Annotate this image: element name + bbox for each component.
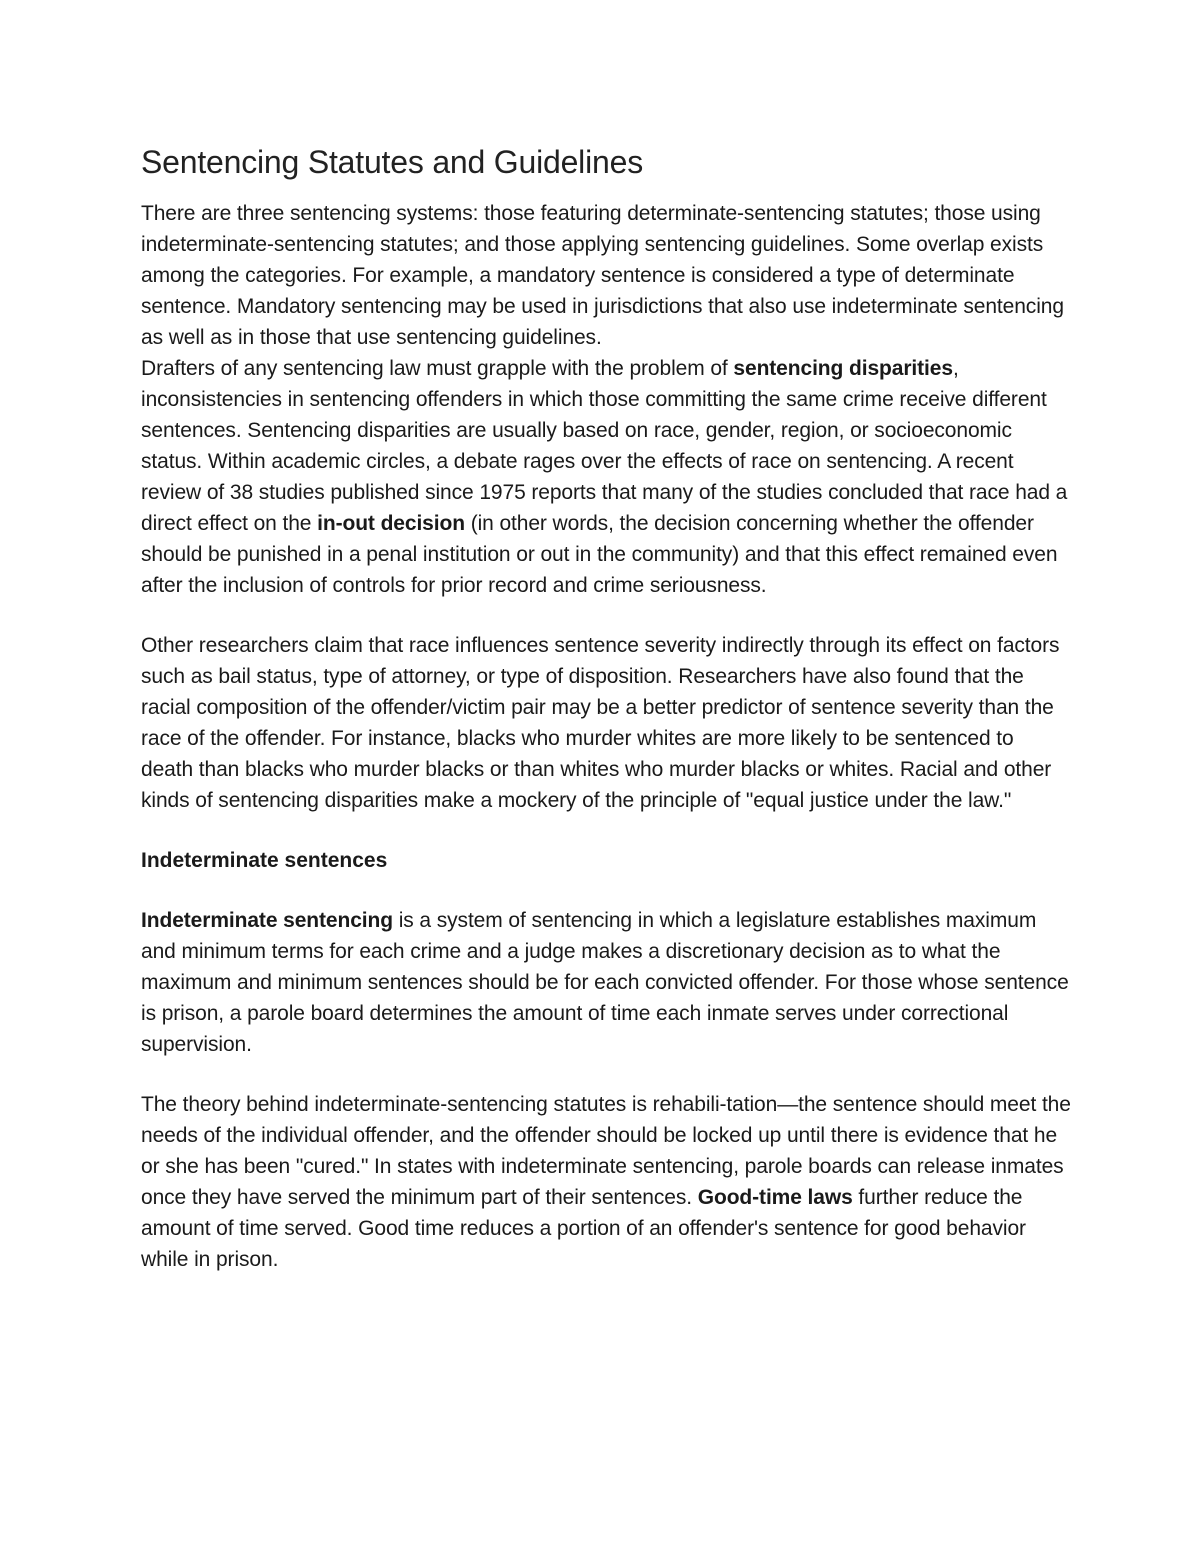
text-segment: Drafters of any sentencing law must grapple with the problem of bbox=[141, 357, 734, 380]
bold-term-in-out-decision: in-out decision bbox=[317, 512, 465, 535]
text-segment: , inconsistencies in sentencing offenders in which those committing the same crime receive different sentences. Sentencing disparities are usually based on race, gender, region, or socioeconomic status. Within academic circles, a debate rages over the effects of race on sentencing. A recent review of 38 studies published since 1975 reports that many of the studies concluded that race had a direct effect on the bbox=[141, 357, 1068, 535]
text-segment: The theory behind indeterminate-sentencing statutes is rehabili-tation—the sentence should meet the needs of the individual offender, and the offender should be locked up until there is evidence that he or she has been "cured." In states with indeterminate sentencing, parole boards can release inmates once they have served the minimum part of their sentences. bbox=[141, 1093, 1071, 1209]
paragraph-theory-rehabilitation bbox=[141, 1089, 1071, 1275]
paragraph-race-influences: Other researchers claim that race influences sentence severity indirectly through its effect on factors such as bail status, type of attorney, or type of disposition. Researchers have also found that the racial composition of the offender/victim pair may be a better predictor of sentence severity than the race of the offender. For instance, blacks who murder whites are more likely to be sentenced to death than blacks who murder blacks or than whites who murder blacks or whites. Racial and other kinds of sentencing disparities make a mockery of the principle of "equal justice under the law." bbox=[141, 634, 1060, 812]
bold-term-sentencing-disparities: sentencing disparities bbox=[733, 357, 953, 380]
document-title: Sentencing Statutes and Guidelines bbox=[141, 144, 643, 180]
bold-term-indeterminate-sentencing: Indeterminate sentencing bbox=[141, 909, 393, 932]
text-segment: further reduce the amount of time served. Good time reduces a portion of an offender's sentence for good behavior while in prison. bbox=[141, 1186, 1026, 1271]
paragraph-spacer bbox=[141, 876, 1071, 905]
document-page bbox=[141, 140, 1071, 1275]
section-heading-indeterminate-sentences: Indeterminate sentences bbox=[141, 849, 388, 872]
text-segment: (in other words, the decision concerning whether the offender should be punished in a penal institution or out in the community) and that this effect remained even after the inclusion of controls for prior record and crime seriousness. bbox=[141, 512, 1058, 597]
paragraph-sentencing-disparities bbox=[141, 353, 1071, 601]
paragraph-spacer bbox=[141, 816, 1071, 845]
bold-term-good-time-laws: Good-time laws bbox=[697, 1186, 853, 1209]
paragraph-spacer bbox=[141, 601, 1071, 630]
text-segment: is a system of sentencing in which a legislature establishes maximum and minimum terms for each crime and a judge makes a discretionary decision as to what the maximum and minimum sentences should be for each convicted offender. For those whose sentence is prison, a parole board determines the amount of time each inmate serves under correctional supervision. bbox=[141, 909, 1069, 1056]
paragraph-indeterminate-sentencing bbox=[141, 905, 1071, 1060]
paragraph-sentencing-systems: There are three sentencing systems: those featuring determinate-sentencing statutes; those using indeterminate-sentencing statutes; and those applying sentencing guidelines. Some overlap exists among the categories. For example, a mandatory sentence is considered a type of determinate sentence. Mandatory sentencing may be used in jurisdictions that also use indeterminate sentencing as well as in those that use sentencing guidelines. bbox=[141, 202, 1064, 349]
paragraph-spacer bbox=[141, 1060, 1071, 1089]
